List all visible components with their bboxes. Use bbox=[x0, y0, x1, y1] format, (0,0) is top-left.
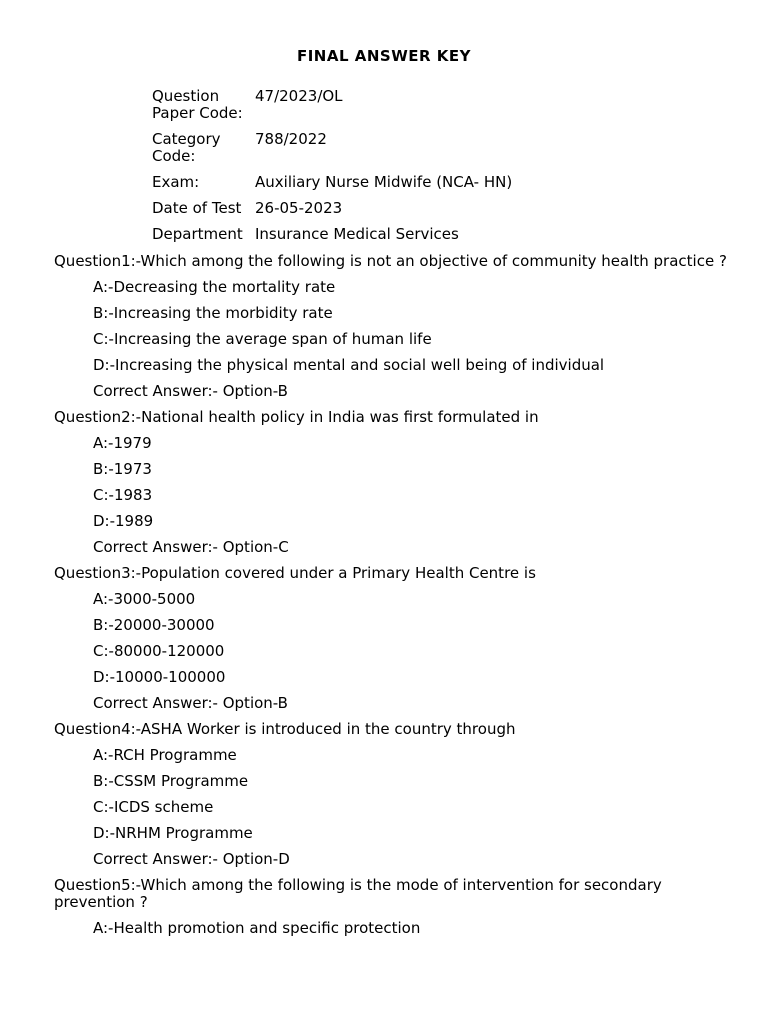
question-block bbox=[54, 877, 734, 937]
meta-row-department bbox=[150, 226, 512, 243]
option-a: A:-1979 bbox=[93, 434, 152, 452]
meta-value: 47/2023/OL bbox=[255, 87, 343, 105]
option-d: D:-Increasing the physical mental and social well being of individual bbox=[93, 356, 605, 374]
option-b: B:-20000-30000 bbox=[93, 616, 215, 634]
meta-row-date-of-test bbox=[150, 200, 512, 226]
question-text: Question5:-Which among the following is the mode of intervention for secondary prevention ? bbox=[54, 876, 662, 911]
correct-answer: Correct Answer:- Option-D bbox=[93, 850, 290, 868]
option-a: A:-RCH Programme bbox=[93, 746, 237, 764]
correct-answer: Correct Answer:- Option-B bbox=[93, 694, 288, 712]
option-b: B:-1973 bbox=[93, 460, 152, 478]
option-c: C:-Increasing the average span of human life bbox=[93, 330, 432, 348]
option-c: C:-80000-120000 bbox=[93, 642, 225, 660]
meta-row-category-code bbox=[150, 131, 512, 174]
question-block bbox=[54, 253, 734, 400]
exam-details-table bbox=[150, 88, 512, 243]
questions-list bbox=[54, 253, 734, 937]
question-text: Question2:-National health policy in India was first formulated in bbox=[54, 408, 539, 426]
option-c: C:-1983 bbox=[93, 486, 153, 504]
option-c: C:-ICDS scheme bbox=[93, 798, 214, 816]
question-text: Question3:-Population covered under a Primary Health Centre is bbox=[54, 564, 536, 582]
option-a: A:-3000-5000 bbox=[93, 590, 196, 608]
meta-label: Exam: bbox=[152, 173, 200, 191]
option-d: D:-1989 bbox=[93, 512, 154, 530]
question-text: Question4:-ASHA Worker is introduced in the country through bbox=[54, 720, 516, 738]
correct-answer: Correct Answer:- Option-C bbox=[93, 538, 289, 556]
meta-value: Auxiliary Nurse Midwife (NCA- HN) bbox=[255, 173, 513, 191]
question-block bbox=[54, 409, 734, 556]
question-text: Question1:-Which among the following is not an objective of community health practice ? bbox=[54, 252, 727, 270]
option-d: D:-NRHM Programme bbox=[93, 824, 253, 842]
option-b: B:-CSSM Programme bbox=[93, 772, 249, 790]
option-b: B:-Increasing the morbidity rate bbox=[93, 304, 333, 322]
meta-label: Category Code: bbox=[152, 130, 221, 165]
meta-value: Insurance Medical Services bbox=[255, 225, 459, 243]
correct-answer: Correct Answer:- Option-B bbox=[93, 382, 288, 400]
meta-value: 26-05-2023 bbox=[255, 199, 343, 217]
question-block bbox=[54, 721, 734, 868]
option-a: A:-Health promotion and specific protection bbox=[93, 919, 421, 937]
option-a: A:-Decreasing the mortality rate bbox=[93, 278, 336, 296]
meta-row-exam bbox=[150, 174, 512, 200]
meta-value: 788/2022 bbox=[255, 130, 327, 148]
page-title: FINAL ANSWER KEY bbox=[296, 47, 472, 65]
meta-label: Date of Test bbox=[152, 199, 242, 217]
option-d: D:-10000-100000 bbox=[93, 668, 226, 686]
meta-row-question-paper-code bbox=[150, 88, 512, 131]
meta-label: Question Paper Code: bbox=[152, 87, 243, 122]
question-block bbox=[54, 565, 734, 712]
meta-label: Department bbox=[152, 225, 243, 243]
